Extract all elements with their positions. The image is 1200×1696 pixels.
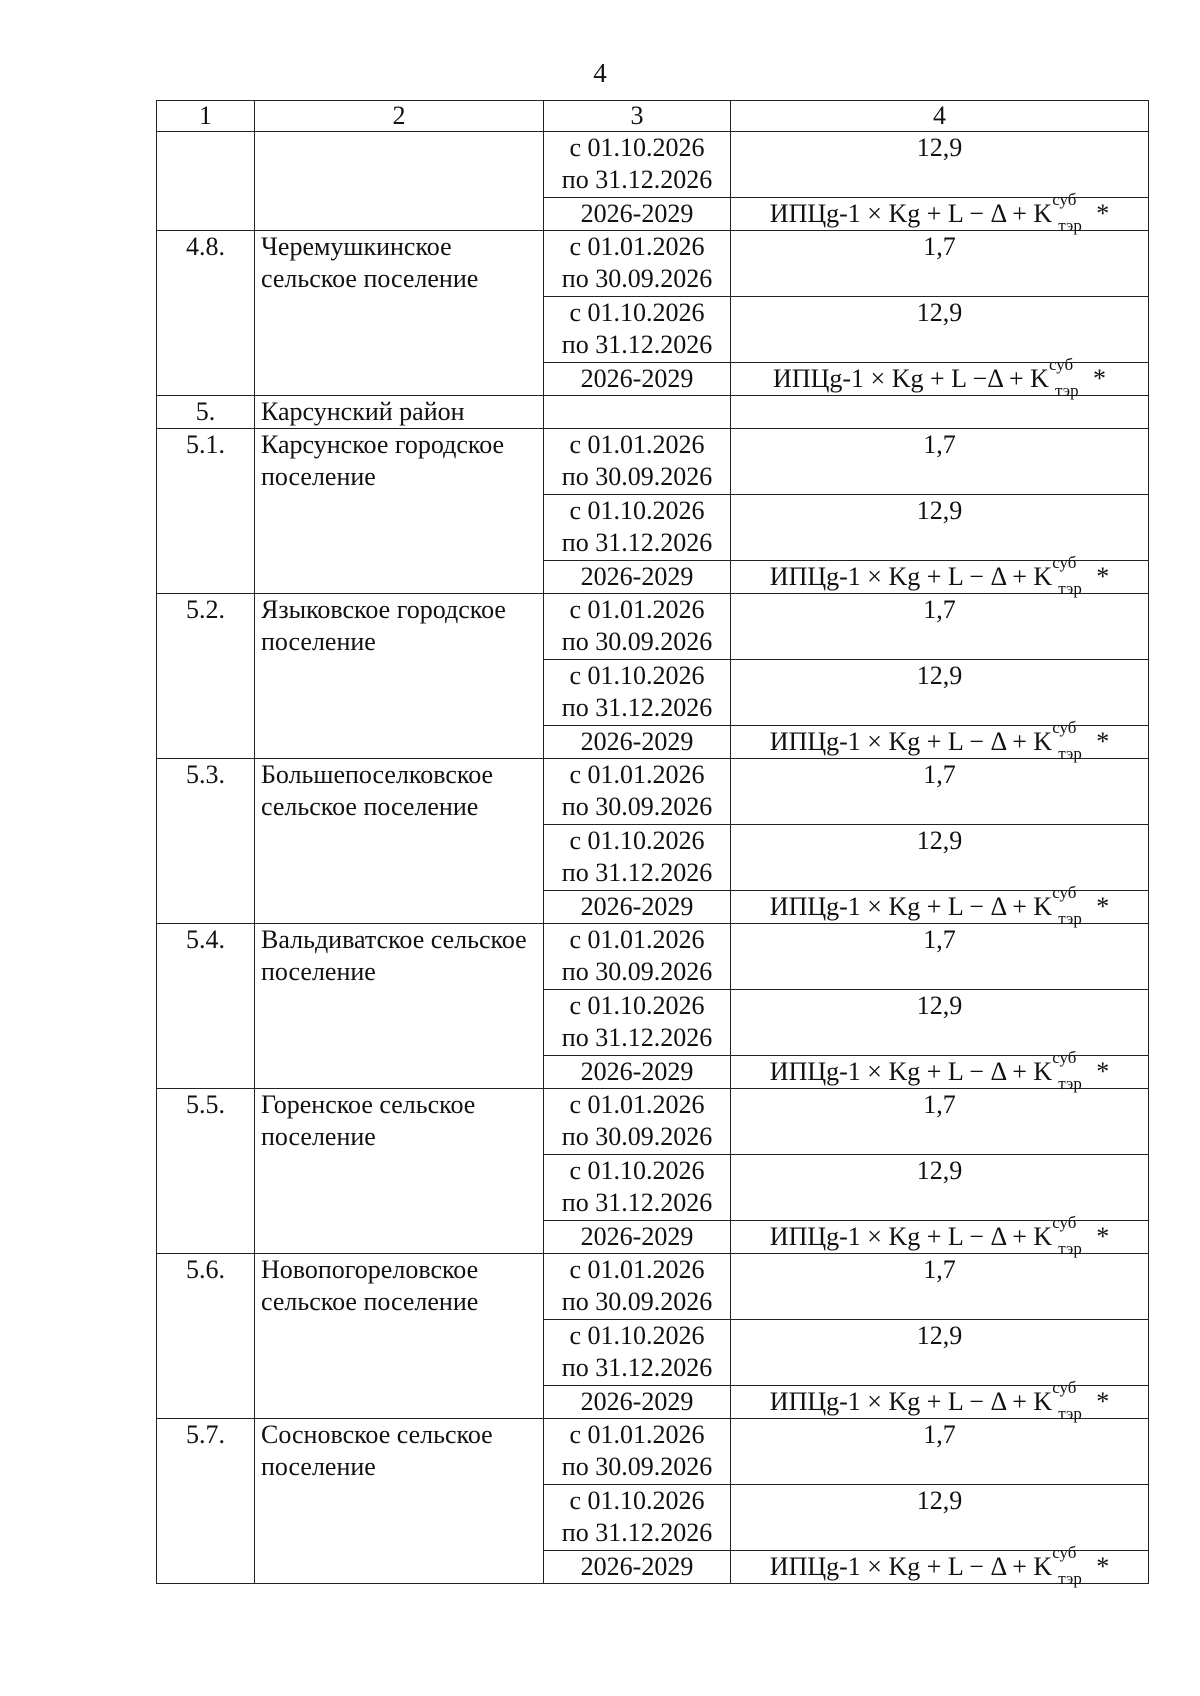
formula-subscript: тэр [1054,381,1079,400]
value-cell: 12,9 [731,1155,1149,1221]
settlement-name-cell: Большепоселковское сельское поселение [255,759,544,924]
row-number-cell [157,132,255,231]
value-cell: 1,7 [731,1419,1149,1485]
period-cell: с 01.01.2026 по 30.09.2026 [544,759,731,825]
row-number-cell: 5.1. [157,429,255,594]
formula-superscript: суб [1052,190,1077,209]
table-row [157,429,1149,495]
period-cell: с 01.01.2026 по 30.09.2026 [544,1419,731,1485]
header-col-1: 1 [157,101,255,132]
value-cell: 12,9 [731,132,1149,198]
period-cell: 2026-2029 [544,561,731,594]
settlement-name-cell: Вальдиватское сельское поселение [255,924,544,1089]
formula-subscript: тэр [1058,909,1082,928]
period-cell: с 01.10.2026 по 31.12.2026 [544,1485,731,1551]
period-cell: с 01.10.2026 по 31.12.2026 [544,495,731,561]
value-cell: 1,7 [731,1089,1149,1155]
formula-cell [731,1543,1149,1588]
tariff-table [156,100,1149,1588]
formula-subscript: тэр [1058,1569,1082,1588]
row-number-cell: 5.4. [157,924,255,1089]
tariff-formula [769,1048,1110,1093]
formula-superscript: суб [1052,553,1077,572]
value-cell: 12,9 [731,825,1149,891]
formula-footnote-mark: * [1096,727,1110,756]
period-cell: с 01.10.2026 по 31.12.2026 [544,1155,731,1221]
formula-footnote-mark: * [1096,1057,1110,1086]
row-number-cell: 5. [157,396,255,429]
settlement-name-cell: Новопогореловское сельское поселение [255,1254,544,1419]
settlement-name-cell: Карсунское городское поселение [255,429,544,594]
row-number-cell: 5.7. [157,1419,255,1584]
table-row [157,132,1149,198]
period-cell: 2026-2029 [544,1056,731,1089]
formula-subscript: тэр [1058,1404,1082,1423]
row-number-cell: 5.3. [157,759,255,924]
formula-main: ИПЦg-1 × Kg + L −Δ + K [773,364,1049,393]
period-cell: 2026-2029 [544,1221,731,1254]
formula-superscript: суб [1052,883,1077,902]
page-number: 4 [593,58,607,88]
period-cell: с 01.01.2026 по 30.09.2026 [544,594,731,660]
formula-main: ИПЦg-1 × Kg + L − Δ + K [769,562,1053,591]
table-row [157,1419,1149,1485]
value-cell: 12,9 [731,990,1149,1056]
tariff-formula [769,190,1110,235]
period-cell: с 01.10.2026 по 31.12.2026 [544,990,731,1056]
header-col-4: 4 [731,101,1149,132]
period-cell: с 01.10.2026 по 31.12.2026 [544,1320,731,1386]
formula-cell [731,1048,1149,1093]
value-cell: 1,7 [731,924,1149,990]
table-row [157,924,1149,990]
period-cell: 2026-2029 [544,198,731,231]
period-cell: с 01.10.2026 по 31.12.2026 [544,132,731,198]
period-cell: 2026-2029 [544,1551,731,1584]
value-cell: 1,7 [731,429,1149,495]
tariff-formula [769,1378,1110,1423]
tariff-formula [773,355,1106,400]
formula-cell [731,1213,1149,1258]
period-cell: с 01.10.2026 по 31.12.2026 [544,660,731,726]
value-cell: 1,7 [731,231,1149,297]
header-col-2: 2 [255,101,544,132]
row-number-cell: 5.2. [157,594,255,759]
table-row [157,231,1149,297]
value-cell: 1,7 [731,759,1149,825]
value-cell: 12,9 [731,297,1149,363]
formula-subscript: тэр [1058,579,1082,598]
formula-main: ИПЦg-1 × Kg + L − Δ + K [769,892,1053,921]
value-cell: 12,9 [731,660,1149,726]
row-number-cell: 4.8. [157,231,255,396]
table-row [157,759,1149,825]
period-cell: с 01.01.2026 по 30.09.2026 [544,1089,731,1155]
formula-subscript: тэр [1058,1239,1082,1258]
period-cell: с 01.01.2026 по 30.09.2026 [544,924,731,990]
value-cell: 12,9 [731,1320,1149,1386]
formula-main: ИПЦg-1 × Kg + L − Δ + K [769,1552,1053,1581]
formula-cell [731,883,1149,928]
formula-footnote-mark: * [1096,1552,1110,1581]
settlement-name-cell [255,132,544,231]
value-cell: 12,9 [731,1485,1149,1551]
row-number-cell: 5.6. [157,1254,255,1419]
header-col-3: 3 [544,101,731,132]
formula-subscript: тэр [1058,744,1082,763]
formula-footnote-mark: * [1096,199,1110,228]
formula-cell [731,1378,1149,1423]
table-body [157,132,1149,1588]
period-cell [544,396,731,429]
formula-cell [731,355,1149,400]
period-cell: с 01.01.2026 по 30.09.2026 [544,1254,731,1320]
period-cell: с 01.10.2026 по 31.12.2026 [544,297,731,363]
formula-subscript: тэр [1058,1074,1082,1093]
formula-superscript: суб [1052,1543,1077,1562]
formula-main: ИПЦg-1 × Kg + L − Δ + K [769,727,1053,756]
period-cell: 2026-2029 [544,363,731,396]
period-cell: с 01.01.2026 по 30.09.2026 [544,429,731,495]
formula-superscript: суб [1052,1048,1077,1067]
formula-footnote-mark: * [1096,1222,1110,1251]
formula-main: ИПЦg-1 × Kg + L − Δ + K [769,1222,1053,1251]
tariff-formula [769,718,1110,763]
value-cell [731,396,1149,429]
period-cell: 2026-2029 [544,726,731,759]
formula-footnote-mark: * [1096,1387,1110,1416]
settlement-name-cell: Горенское сельское поселение [255,1089,544,1254]
table-row [157,396,1149,429]
formula-footnote-mark: * [1096,562,1110,591]
table-header-row [157,101,1149,132]
period-cell: с 01.10.2026 по 31.12.2026 [544,825,731,891]
value-cell: 1,7 [731,594,1149,660]
settlement-name-cell: Черемушкинское сельское поселение [255,231,544,396]
formula-main: ИПЦg-1 × Kg + L − Δ + K [769,1387,1053,1416]
formula-cell [731,718,1149,763]
tariff-formula [769,553,1110,598]
formula-superscript: суб [1052,718,1077,737]
formula-subscript: тэр [1058,216,1082,235]
formula-main: ИПЦg-1 × Kg + L − Δ + K [769,199,1053,228]
formula-footnote-mark: * [1096,892,1110,921]
formula-footnote-mark: * [1092,364,1106,393]
period-cell: 2026-2029 [544,891,731,924]
formula-superscript: суб [1052,1213,1077,1232]
period-cell: 2026-2029 [544,1386,731,1419]
period-cell: с 01.01.2026 по 30.09.2026 [544,231,731,297]
tariff-formula [769,883,1110,928]
tariff-formula [769,1213,1110,1258]
formula-superscript: суб [1052,1378,1077,1397]
tariff-formula [769,1543,1110,1588]
value-cell: 1,7 [731,1254,1149,1320]
formula-main: ИПЦg-1 × Kg + L − Δ + K [769,1057,1053,1086]
value-cell: 12,9 [731,495,1149,561]
settlement-name-cell: Языковское городское поселение [255,594,544,759]
settlement-name-cell: Сосновское сельское поселение [255,1419,544,1584]
table-row [157,1254,1149,1320]
formula-cell [731,553,1149,598]
row-number-cell: 5.5. [157,1089,255,1254]
table-row [157,594,1149,660]
table-row [157,1089,1149,1155]
formula-superscript: суб [1048,355,1074,374]
formula-cell [731,190,1149,235]
settlement-name-cell: Карсунский район [255,396,544,429]
